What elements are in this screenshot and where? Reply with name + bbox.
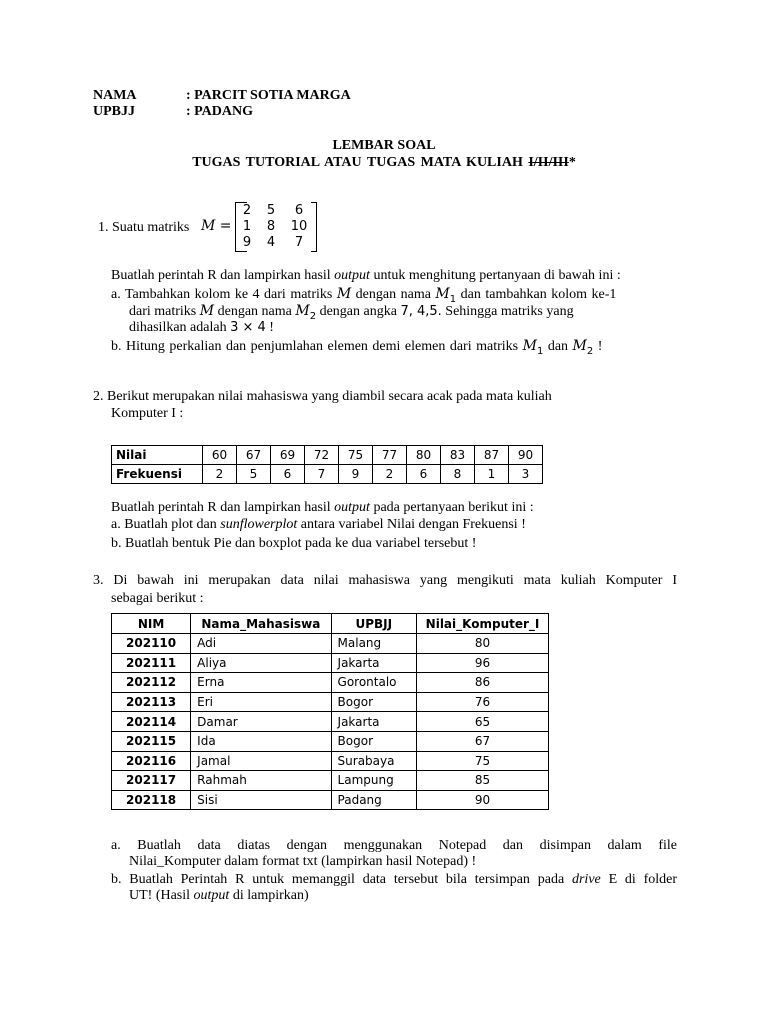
- cell-nim: 202117: [112, 771, 191, 791]
- cell-nim: 202116: [112, 751, 191, 771]
- text-italic: drive: [571, 872, 601, 887]
- table-cell: 77: [373, 446, 407, 465]
- text: b. Buatlah Perintah R untuk memanggil data tersebut bila tersimpan pada: [111, 872, 565, 887]
- table-cell: 2: [373, 465, 407, 484]
- q3-item-a-line1: a. Buatlah data diatas dengan menggunakan Notepad dan disimpan dalam file: [111, 838, 677, 853]
- cell-nim: 202115: [112, 731, 191, 751]
- cell-nilai: 75: [417, 751, 549, 771]
- cell-nama: Rahmah: [191, 771, 331, 791]
- matrix-right-bracket: [311, 202, 317, 252]
- cell-nim: 202110: [112, 634, 191, 654]
- q2-item-b: b. Buatlah bentuk Pie dan boxplot pada ke dua variabel tersebut !: [111, 536, 477, 551]
- q3-line1: 3. Di bawah ini merupakan data nilai mahasiswa yang mengikuti mata kuliah Komputer I: [93, 573, 677, 588]
- matrix-cell: 7: [294, 235, 304, 250]
- table-row: [112, 771, 549, 791]
- title-line1: LEMBAR SOAL: [332, 138, 436, 153]
- table-cell: 6: [407, 465, 441, 484]
- math-sub: 1: [536, 345, 544, 357]
- math-M2: M: [572, 338, 587, 354]
- table-cell: 7: [305, 465, 339, 484]
- q1-item-a-line3: [129, 319, 274, 337]
- text-italic: sunflowerplot: [220, 517, 298, 532]
- table-cell: 87: [475, 446, 509, 465]
- cell-upbjj: Gorontalo: [331, 673, 417, 693]
- math-sub: 2: [309, 310, 317, 322]
- cell-upbjj: Padang: [331, 790, 417, 810]
- table-row: [112, 673, 549, 693]
- math-M1: M: [435, 286, 450, 302]
- table-row: [112, 465, 543, 484]
- cell-nim: 202111: [112, 653, 191, 673]
- math-dimension: 3 × 4: [230, 320, 266, 335]
- table-row: [112, 692, 549, 712]
- col-header-nim: NIM: [112, 614, 191, 634]
- matrix-cell: 10: [290, 219, 308, 234]
- cell-nilai: 96: [417, 653, 549, 673]
- table-cell: 3: [509, 465, 543, 484]
- text: dari matriks: [129, 304, 197, 319]
- text: antara variabel Nilai dengan Frekuensi !: [300, 517, 526, 532]
- text: UT! (Hasil: [129, 888, 191, 903]
- cell-nilai: 90: [417, 790, 549, 810]
- cell-nama: Jamal: [191, 751, 331, 771]
- table-row: [112, 751, 549, 771]
- q1-instr-text: Buatlah perintah R dan lampirkan hasil: [111, 268, 331, 283]
- text: dengan nama: [217, 304, 292, 319]
- nama-label: NAMA: [93, 88, 137, 103]
- matrix-cell: 9: [242, 235, 252, 250]
- q3-item-b-line2: [129, 887, 309, 905]
- text: di lampirkan): [232, 888, 309, 903]
- title-line2-text: TUGAS TUTORIAL ATAU TUGAS MATA KULIAH: [192, 155, 523, 170]
- math-M: M: [336, 286, 352, 302]
- cell-nilai: 80: [417, 634, 549, 654]
- cell-upbjj: Malang: [331, 634, 417, 654]
- q1-item-b: [111, 337, 677, 361]
- matrix-cell: 6: [294, 203, 304, 218]
- text-italic: output: [193, 888, 230, 903]
- math-numbers: 7, 4,5.: [400, 304, 442, 319]
- table-cell: 83: [441, 446, 475, 465]
- table-row: [112, 446, 543, 465]
- text: a. Tambahkan kolom ke 4 dari matriks: [111, 287, 333, 302]
- cell-nama: Damar: [191, 712, 331, 732]
- matrix-cell: 2: [242, 203, 252, 218]
- cell-nama: Adi: [191, 634, 331, 654]
- q1-instruction: [111, 267, 677, 285]
- col-header-upbjj: UPBJJ: [331, 614, 417, 634]
- cell-nim: 202114: [112, 712, 191, 732]
- table-row: [112, 712, 549, 732]
- cell-upbjj: Jakarta: [331, 653, 417, 673]
- matrix-cell: 4: [266, 235, 276, 250]
- cell-nilai: 85: [417, 771, 549, 791]
- text: b. Hitung perkalian dan penjumlahan elemen demi elemen dari matriks: [111, 339, 519, 354]
- upbjj-label: UPBJJ: [93, 104, 135, 119]
- cell-nilai: 67: [417, 731, 549, 751]
- cell-nama: Erna: [191, 673, 331, 693]
- text: dan: [547, 339, 569, 354]
- math-sub: 2: [586, 345, 594, 357]
- col-header-nilai: Nilai_Komputer_I: [417, 614, 549, 634]
- mahasiswa-table: [111, 613, 549, 810]
- text: dengan nama: [355, 287, 431, 302]
- table-cell: 75: [339, 446, 373, 465]
- text: !: [597, 339, 603, 354]
- text: dan tambahkan kolom ke-1: [460, 287, 617, 302]
- table-row: [112, 731, 549, 751]
- table-row: [112, 653, 549, 673]
- q3-line2: sebagai berikut :: [111, 591, 204, 606]
- text: dengan angka: [319, 304, 397, 319]
- table-cell: 72: [305, 446, 339, 465]
- q2-line1: 2. Berikut merupakan nilai mahasiswa yang diambil secara acak pada mata kuliah: [93, 389, 552, 404]
- q1-prefix: 1. Suatu matriks: [98, 220, 190, 235]
- cell-nilai: 65: [417, 712, 549, 732]
- cell-upbjj: Bogor: [331, 692, 417, 712]
- cell-nim: 202112: [112, 673, 191, 693]
- table-cell: 60: [203, 446, 237, 465]
- q1-instr-output: output: [334, 268, 370, 283]
- table-cell: 90: [509, 446, 543, 465]
- q2-instruction: [111, 499, 534, 517]
- title-struck-roman: I/II/III: [528, 155, 569, 170]
- cell-nama: Sisi: [191, 790, 331, 810]
- cell-nim: 202118: [112, 790, 191, 810]
- text: a. Buatlah plot dan: [111, 517, 217, 532]
- cell-nama: Eri: [191, 692, 331, 712]
- math-M: M: [199, 303, 215, 319]
- q2-item-a: [111, 516, 526, 534]
- table-row: [112, 634, 549, 654]
- matrix-cell: 8: [266, 219, 276, 234]
- table-cell: 80: [407, 446, 441, 465]
- table-cell: 8: [441, 465, 475, 484]
- table-row: [112, 790, 549, 810]
- table-cell: 5: [237, 465, 271, 484]
- cell-nilai: 76: [417, 692, 549, 712]
- q1-matrix-var: [201, 218, 232, 234]
- q2-line2: Komputer I :: [111, 406, 184, 421]
- math-sub: 1: [449, 293, 457, 305]
- text: Buatlah perintah R dan lampirkan hasil: [111, 500, 331, 515]
- matrix-var-label: M =: [201, 218, 232, 234]
- table-cell: 6: [271, 465, 305, 484]
- table-cell: 9: [339, 465, 373, 484]
- mahasiswa-table-body: [112, 634, 549, 810]
- matrix-M: [235, 202, 317, 252]
- cell-nama: Ida: [191, 731, 331, 751]
- table-header-row: [112, 614, 549, 634]
- table-cell: 67: [237, 446, 271, 465]
- upbjj-value: : PADANG: [186, 104, 254, 119]
- text: Sehingga matriks yang: [445, 304, 574, 319]
- cell-nilai: 86: [417, 673, 549, 693]
- cell-upbjj: Bogor: [331, 731, 417, 751]
- table-cell: 69: [271, 446, 305, 465]
- nilai-frekuensi-table: [111, 445, 543, 484]
- matrix-cell: 1: [242, 219, 252, 234]
- cell-nim: 202113: [112, 692, 191, 712]
- math-M2: M: [295, 303, 310, 319]
- text: pada pertanyaan berikut ini :: [373, 500, 534, 515]
- cell-upbjj: Jakarta: [331, 712, 417, 732]
- text: E di folder: [608, 872, 678, 887]
- math-M1: M: [522, 338, 537, 354]
- title-asterisk: *: [568, 155, 576, 170]
- q2-instr-output: output: [334, 500, 370, 515]
- q3-item-a-line2: Nilai_Komputer dalam format txt (lampirkan hasil Notepad) !: [129, 854, 477, 869]
- table-cell: 1: [475, 465, 509, 484]
- table-cell: 2: [203, 465, 237, 484]
- cell-nama: Aliya: [191, 653, 331, 673]
- text: dihasilkan adalah: [129, 320, 227, 335]
- col-header-nama: Nama_Mahasiswa: [191, 614, 331, 634]
- cell-upbjj: Lampung: [331, 771, 417, 791]
- title-line2: [0, 154, 768, 172]
- row-label-nilai: Nilai: [112, 446, 203, 465]
- nama-value: : PARCIT SOTIA MARGA: [186, 88, 351, 103]
- q1-instr-text2: untuk menghitung pertanyaan di bawah ini :: [373, 268, 621, 283]
- matrix-cell: 5: [266, 203, 276, 218]
- cell-upbjj: Surabaya: [331, 751, 417, 771]
- text: !: [269, 320, 274, 335]
- row-label-frekuensi: Frekuensi: [112, 465, 203, 484]
